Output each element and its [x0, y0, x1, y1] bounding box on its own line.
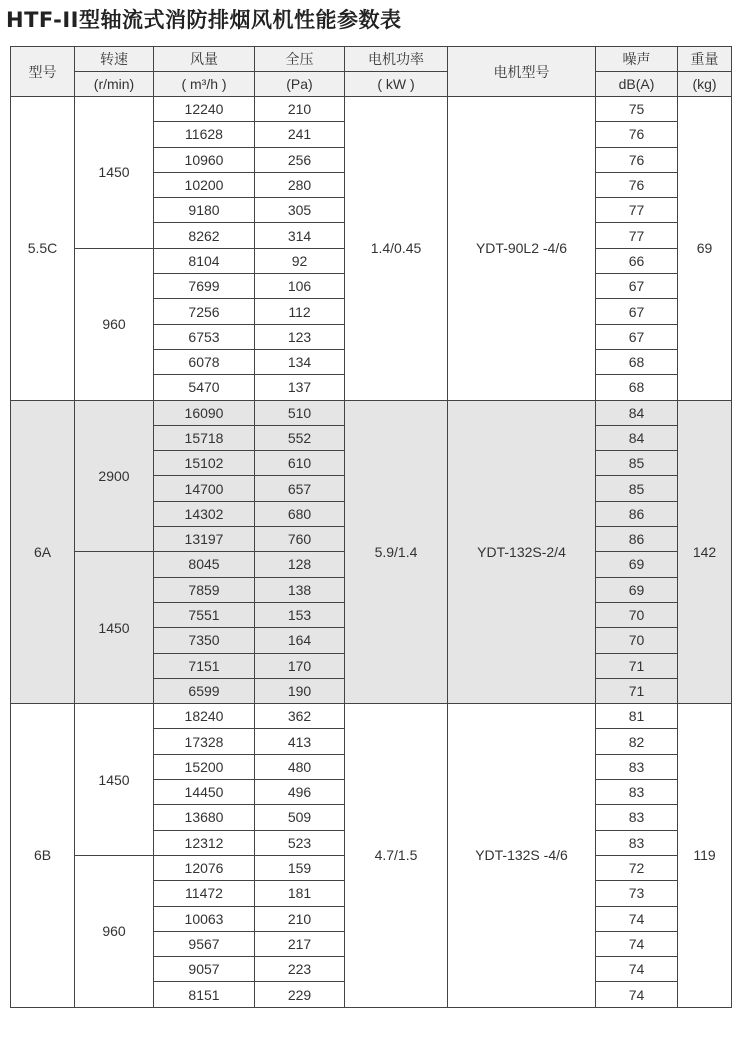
noise-cell: 70 [596, 602, 678, 627]
pressure-cell: 128 [255, 552, 345, 577]
pressure-cell: 134 [255, 349, 345, 374]
flow-cell: 12240 [154, 97, 255, 122]
flow-cell: 9057 [154, 957, 255, 982]
noise-cell: 86 [596, 527, 678, 552]
noise-cell: 68 [596, 375, 678, 400]
pressure-cell: 657 [255, 476, 345, 501]
noise-cell: 85 [596, 476, 678, 501]
noise-cell: 77 [596, 198, 678, 223]
header-speed: 转速 [75, 47, 154, 72]
pressure-cell: 760 [255, 527, 345, 552]
header-power: 电机功率 [345, 47, 448, 72]
pressure-cell: 181 [255, 881, 345, 906]
pressure-cell: 190 [255, 678, 345, 703]
page-title: HTF-II型轴流式消防排烟风机性能参数表 [6, 8, 402, 32]
flow-cell: 17328 [154, 729, 255, 754]
noise-cell: 70 [596, 628, 678, 653]
flow-cell: 14302 [154, 501, 255, 526]
noise-cell: 75 [596, 97, 678, 122]
noise-cell: 76 [596, 122, 678, 147]
noise-cell: 84 [596, 425, 678, 450]
power-cell: 4.7/1.5 [345, 704, 448, 1008]
weight-cell: 119 [678, 704, 732, 1008]
header-weight-unit: (kg) [678, 72, 732, 97]
noise-cell: 83 [596, 754, 678, 779]
model-cell: 6B [11, 704, 75, 1008]
flow-cell: 9567 [154, 931, 255, 956]
pressure-cell: 170 [255, 653, 345, 678]
power-cell: 5.9/1.4 [345, 400, 448, 704]
noise-cell: 85 [596, 451, 678, 476]
header-weight: 重量 [678, 47, 732, 72]
noise-cell: 67 [596, 299, 678, 324]
flow-cell: 18240 [154, 704, 255, 729]
header-pressure-unit: (Pa) [255, 72, 345, 97]
flow-cell: 7256 [154, 299, 255, 324]
pressure-cell: 106 [255, 274, 345, 299]
header-row [11, 47, 732, 72]
noise-cell: 72 [596, 855, 678, 880]
noise-cell: 67 [596, 274, 678, 299]
power-cell: 1.4/0.45 [345, 97, 448, 401]
header-model: 型号 [11, 47, 75, 97]
table-body [11, 97, 732, 1008]
noise-cell: 74 [596, 957, 678, 982]
table-row [11, 97, 732, 122]
pressure-cell: 210 [255, 97, 345, 122]
flow-cell: 12312 [154, 830, 255, 855]
pressure-cell: 123 [255, 324, 345, 349]
speed-cell: 1450 [75, 97, 154, 249]
header-flow: 风量 [154, 47, 255, 72]
noise-cell: 74 [596, 906, 678, 931]
pressure-cell: 217 [255, 931, 345, 956]
flow-cell: 7699 [154, 274, 255, 299]
noise-cell: 82 [596, 729, 678, 754]
flow-cell: 12076 [154, 855, 255, 880]
flow-cell: 7859 [154, 577, 255, 602]
noise-cell: 69 [596, 552, 678, 577]
flow-cell: 10960 [154, 147, 255, 172]
flow-cell: 15102 [154, 451, 255, 476]
pressure-cell: 210 [255, 906, 345, 931]
pressure-cell: 241 [255, 122, 345, 147]
model-cell: 6A [11, 400, 75, 704]
pressure-cell: 314 [255, 223, 345, 248]
pressure-cell: 159 [255, 855, 345, 880]
noise-cell: 67 [596, 324, 678, 349]
flow-cell: 14450 [154, 780, 255, 805]
table-row [11, 400, 732, 425]
pressure-cell: 552 [255, 425, 345, 450]
pressure-cell: 229 [255, 982, 345, 1007]
noise-cell: 83 [596, 805, 678, 830]
pressure-cell: 153 [255, 602, 345, 627]
flow-cell: 8262 [154, 223, 255, 248]
table-row [11, 704, 732, 729]
noise-cell: 74 [596, 982, 678, 1007]
header-pressure: 全压 [255, 47, 345, 72]
noise-cell: 76 [596, 147, 678, 172]
flow-cell: 14700 [154, 476, 255, 501]
pressure-cell: 164 [255, 628, 345, 653]
flow-cell: 10063 [154, 906, 255, 931]
flow-cell: 7350 [154, 628, 255, 653]
noise-cell: 66 [596, 248, 678, 273]
noise-cell: 71 [596, 678, 678, 703]
noise-cell: 76 [596, 172, 678, 197]
header-speed-unit: (r/min) [75, 72, 154, 97]
noise-cell: 71 [596, 653, 678, 678]
pressure-cell: 362 [255, 704, 345, 729]
flow-cell: 5470 [154, 375, 255, 400]
noise-cell: 86 [596, 501, 678, 526]
flow-cell: 15718 [154, 425, 255, 450]
flow-cell: 8104 [154, 248, 255, 273]
pressure-cell: 480 [255, 754, 345, 779]
pressure-cell: 523 [255, 830, 345, 855]
speed-cell: 1450 [75, 704, 154, 856]
pressure-cell: 496 [255, 780, 345, 805]
weight-cell: 69 [678, 97, 732, 401]
performance-table [10, 46, 732, 1008]
speed-cell: 1450 [75, 552, 154, 704]
speed-cell: 960 [75, 248, 154, 400]
noise-cell: 84 [596, 400, 678, 425]
header-noise-unit: dB(A) [596, 72, 678, 97]
noise-cell: 74 [596, 931, 678, 956]
header-noise: 噪声 [596, 47, 678, 72]
header-motor: 电机型号 [448, 47, 596, 97]
noise-cell: 83 [596, 830, 678, 855]
flow-cell: 11628 [154, 122, 255, 147]
header-power-unit: ( kW ) [345, 72, 448, 97]
pressure-cell: 138 [255, 577, 345, 602]
pressure-cell: 510 [255, 400, 345, 425]
motor-cell: YDT-132S -4/6 [448, 704, 596, 1008]
noise-cell: 68 [596, 349, 678, 374]
pressure-cell: 112 [255, 299, 345, 324]
flow-cell: 11472 [154, 881, 255, 906]
flow-cell: 7151 [154, 653, 255, 678]
flow-cell: 8151 [154, 982, 255, 1007]
motor-cell: YDT-132S-2/4 [448, 400, 596, 704]
pressure-cell: 413 [255, 729, 345, 754]
flow-cell: 9180 [154, 198, 255, 223]
flow-cell: 15200 [154, 754, 255, 779]
flow-cell: 13197 [154, 527, 255, 552]
flow-cell: 10200 [154, 172, 255, 197]
pressure-cell: 610 [255, 451, 345, 476]
flow-cell: 6078 [154, 349, 255, 374]
noise-cell: 73 [596, 881, 678, 906]
motor-cell: YDT-90L2 -4/6 [448, 97, 596, 401]
noise-cell: 81 [596, 704, 678, 729]
pressure-cell: 256 [255, 147, 345, 172]
pressure-cell: 137 [255, 375, 345, 400]
pressure-cell: 680 [255, 501, 345, 526]
weight-cell: 142 [678, 400, 732, 704]
noise-cell: 77 [596, 223, 678, 248]
model-cell: 5.5C [11, 97, 75, 401]
flow-cell: 13680 [154, 805, 255, 830]
pressure-cell: 223 [255, 957, 345, 982]
pressure-cell: 305 [255, 198, 345, 223]
noise-cell: 83 [596, 780, 678, 805]
pressure-cell: 92 [255, 248, 345, 273]
flow-cell: 7551 [154, 602, 255, 627]
header-flow-unit: ( m³/h ) [154, 72, 255, 97]
pressure-cell: 509 [255, 805, 345, 830]
pressure-cell: 280 [255, 172, 345, 197]
flow-cell: 6599 [154, 678, 255, 703]
speed-cell: 960 [75, 855, 154, 1007]
speed-cell: 2900 [75, 400, 154, 552]
header-unit-row [11, 72, 732, 97]
noise-cell: 69 [596, 577, 678, 602]
flow-cell: 6753 [154, 324, 255, 349]
flow-cell: 8045 [154, 552, 255, 577]
flow-cell: 16090 [154, 400, 255, 425]
